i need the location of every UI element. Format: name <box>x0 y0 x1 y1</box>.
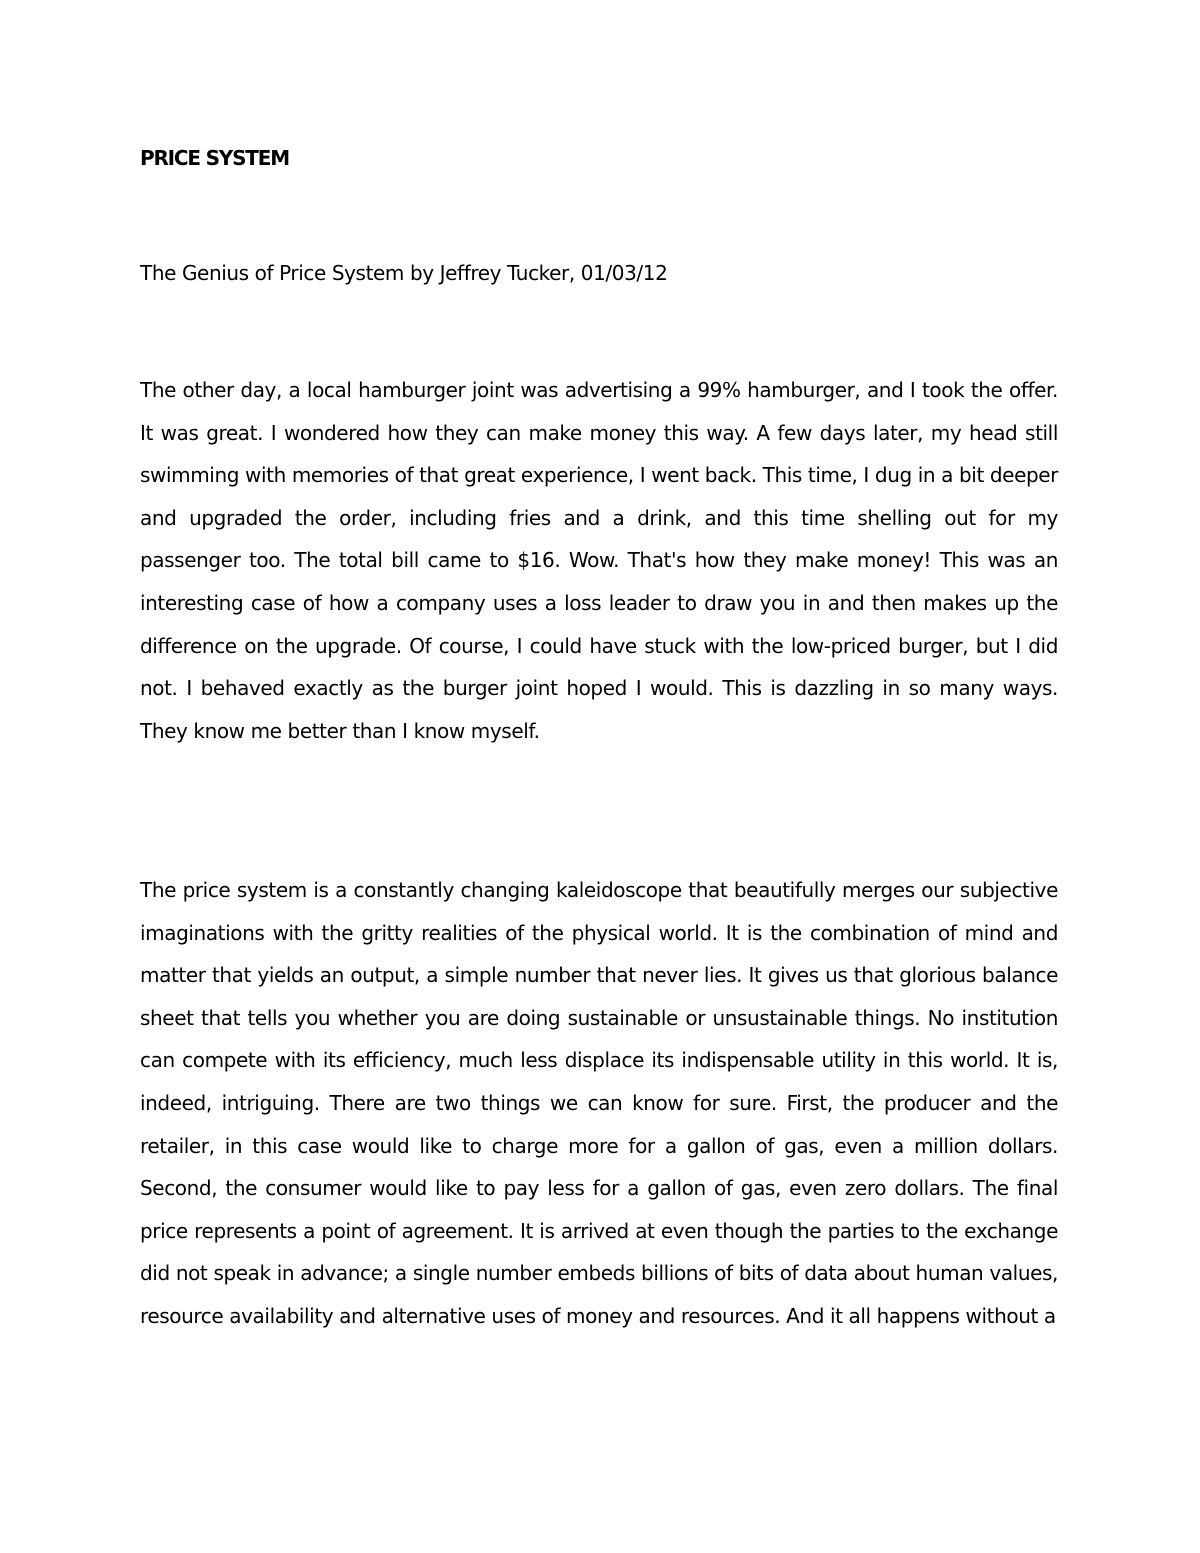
page-title: PRICE SYSTEM <box>140 146 289 170</box>
article-subtitle: The Genius of Price System by Jeffrey Tucker, 01/03/12 <box>140 261 668 285</box>
body-paragraph-2: The price system is a constantly changing kaleidoscope that beautifully merges our subjective imaginations with the gritty realities of the physical world. It is the combination of mind and matter that yields an output, a simple number that never lies. It gives us that glorious balance sheet that tells you whether you are doing sustainable or unsustainable things. No institution can compete with its efficiency, much less displace its indispensable utility in this world. It is, indeed, intriguing. There are two things we can know for sure. First, the producer and the retailer, in this case would like to charge more for a gallon of gas, even a million dollars. Second, the consumer would like to pay less for a gallon of gas, even zero dollars. The final price represents a point of agreement. It is arrived at even though the parties to the exchange did not speak in advance; a single number embeds billions of bits of data about human values, resource availability and alternative uses of money and resources. And it all happens without a <box>140 878 1058 1328</box>
body-paragraph-1: The other day, a local hamburger joint was advertising a 99% hamburger, and I took the offer. It was great. I wondered how they can make money this way. A few days later, my head still swimming with memories of that great experience, I went back. This time, I dug in a bit deeper and upgraded the order, including fries and a drink, and this time shelling out for my passenger too. The total bill came to $16. Wow. That's how they make money! This was an interesting case of how a company uses a loss leader to draw you in and then makes up the difference on the upgrade. Of course, I could have stuck with the low-priced burger, but I did not. I behaved exactly as the burger joint hoped I would. This is dazzling in so many ways. They know me better than I know myself. <box>140 378 1058 743</box>
